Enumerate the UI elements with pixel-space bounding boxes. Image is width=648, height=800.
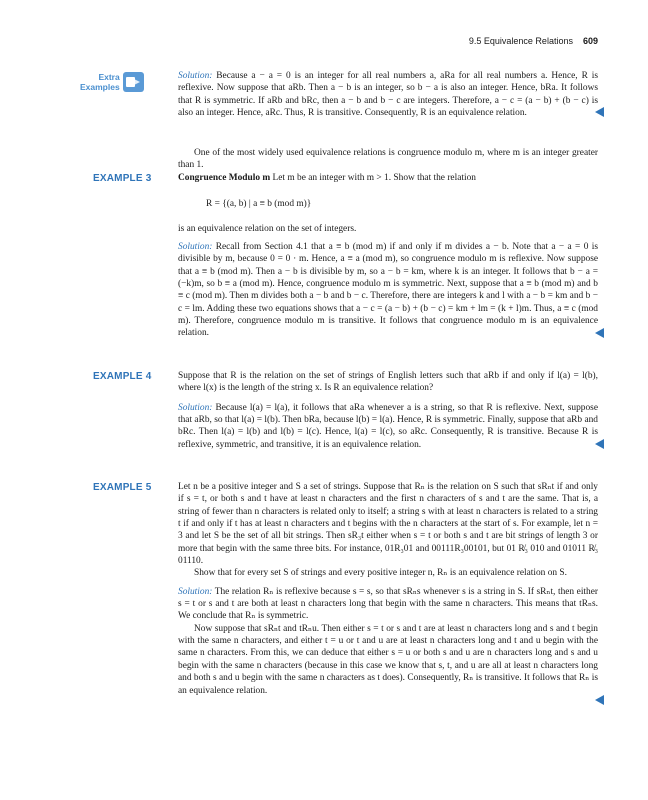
solution-block-1 <box>178 70 598 119</box>
running-header <box>469 36 598 46</box>
example-5-statement: Let n be a positive integer and S a set of strings. Suppose that Rₙ is the relation on S such that sRₙt if and only if s = t, or both s and t have at least n characters and the first n characters of s and t are the same. That is, a string of fewer than n characters is related only to itself; a string s with at least n characters is related to a string t if and only if t has at least n characters and t begins with the n characters at the start of s. For example, let n = 3 and let S be the set of all bit strings. Then sR₃t either when s = t or both s and t are bit strings of length 3 or more that begin with the same three bits. For instance, 01R₃01 and 00111R₃00101, but 01 R̸₃ 010 and 01011 R̸₃ 01110. <box>178 482 598 567</box>
solution-label: Solution: <box>178 242 213 253</box>
extra-examples-icon <box>123 72 144 92</box>
end-of-solution-icon <box>595 695 604 705</box>
example-3-after-display: is an equivalence relation on the set of integers. <box>178 223 357 234</box>
example-4 <box>178 370 598 451</box>
end-of-solution-icon <box>595 439 604 449</box>
end-of-solution-icon <box>595 328 604 338</box>
extra-examples-label: Extra Examples <box>80 72 120 92</box>
solution-text: Recall from Section 4.1 that a ≡ b (mod m) if and only if m divides a − b. Note that a − a = 0 is divisible by m, because 0 = 0 · m. Hence, a ≡ a (mod m), so congruence modulo m is reflexive. Now suppose that a ≡ b (mod m). Then a − b is divisible by m, so a − b = km, where k is an integer. It follows that b − a = (−k)m, so b ≡ a (mod m). Hence, congruence modulo m is symmetric. Next, suppose that a ≡ b (mod m) and b ≡ c (mod m). Then m divides both a − b and b − c. Therefore, there are integers k and l with a − b = km and b − c = lm. Adding these two equations shows that a − c = (a − b) + (b − c) = km + lm = (k + l)m. Thus, a ≡ c (mod m). Therefore, congruence modulo m is transitive. It follows that congruence modulo m is an equivalence relation. <box>178 242 598 339</box>
solution-text: The relation Rₙ is reflexive because s = s, so that sRₙs whenever s is a string in S. If sRₙt, then either s = t or s and t are both at least n characters long that begin with the same n characters. This means that tRₙs. We conclude that Rₙ is symmetric. <box>178 586 598 622</box>
solution-label: Solution: <box>178 586 213 597</box>
relation-definition: R = {(a, b) | a ≡ b (mod m)} <box>206 199 312 210</box>
solution-text-2: Now suppose that sRₙt and tRₙu. Then either s = t or s and t are at least n characters long and s and t begin with the same n characters, and either t = u or t and u are at least n characters long and t and u begin with the same n characters. From this, we can deduce that either s = u or both s and u are n characters long and s and u begin with the same n characters (because in this case we know that s, t, and u are all at least n characters long and both s and u begin with the same n characters as t does). Consequently, Rₙ is transitive. It follows that Rₙ is an equivalence relation. <box>178 623 598 696</box>
example-5-label: EXAMPLE 5 <box>93 482 152 493</box>
example-5-statement-2: Show that for every set S of strings and every positive integer n, Rₙ is an equivalence relation on S. <box>194 568 567 579</box>
section-title: 9.5 Equivalence Relations <box>468 36 573 46</box>
solution-text: Because a − a = 0 is an integer for all real numbers a, aRa for all real numbers a. Hence, R is reflexive. Now suppose that aRb. Then a − b is an integer, so b − a is also an integer. Hence, bRa. It follows that R is symmetric. If aRb and bRc, then a − b and b − c are integers. Therefore, a − c = (a − b) + (b − c) is also an integer. Hence, aRc. Thus, R is transitive. Consequently, R is an equivalence relation. <box>178 71 598 119</box>
example-4-label: EXAMPLE 4 <box>93 371 152 382</box>
page-number: 609 <box>582 36 598 46</box>
solution-text: Because l(a) = l(a), it follows that aRa whenever a is a string, so that R is reflexive. Next, suppose that aRb, so that l(a) = l(b). Then bRa, because l(b) = l(a). Hence, R is symmetric. Finally, suppose that aRb and bRc. Then l(a) = l(b) and l(b) = l(c). Hence, l(a) = l(c), so aRc. Consequently, R is transitive. Because R is reflexive, symmetric, and transitive, it is an equivalence relation. <box>178 402 598 450</box>
extra-examples-tag[interactable] <box>80 72 144 92</box>
example-4-statement: Suppose that R is the relation on the set of strings of English letters such that aRb if and only if l(a) = l(b), where l(x) is the length of the string x. Is R an equivalence relation? <box>178 371 598 394</box>
solution-label: Solution: <box>178 402 213 413</box>
intro-paragraph: One of the most widely used equivalence relations is congruence modulo m, where m is an integer greater than 1. <box>178 148 598 171</box>
example-3-statement: Let m be an integer with m > 1. Show that the relation <box>270 173 476 183</box>
example-3 <box>178 172 598 340</box>
end-of-solution-icon <box>595 107 604 117</box>
example-5 <box>178 481 598 697</box>
example-3-label: EXAMPLE 3 <box>93 173 152 184</box>
example-3-title: Congruence Modulo m <box>178 173 271 183</box>
solution-label: Solution: <box>178 71 213 81</box>
